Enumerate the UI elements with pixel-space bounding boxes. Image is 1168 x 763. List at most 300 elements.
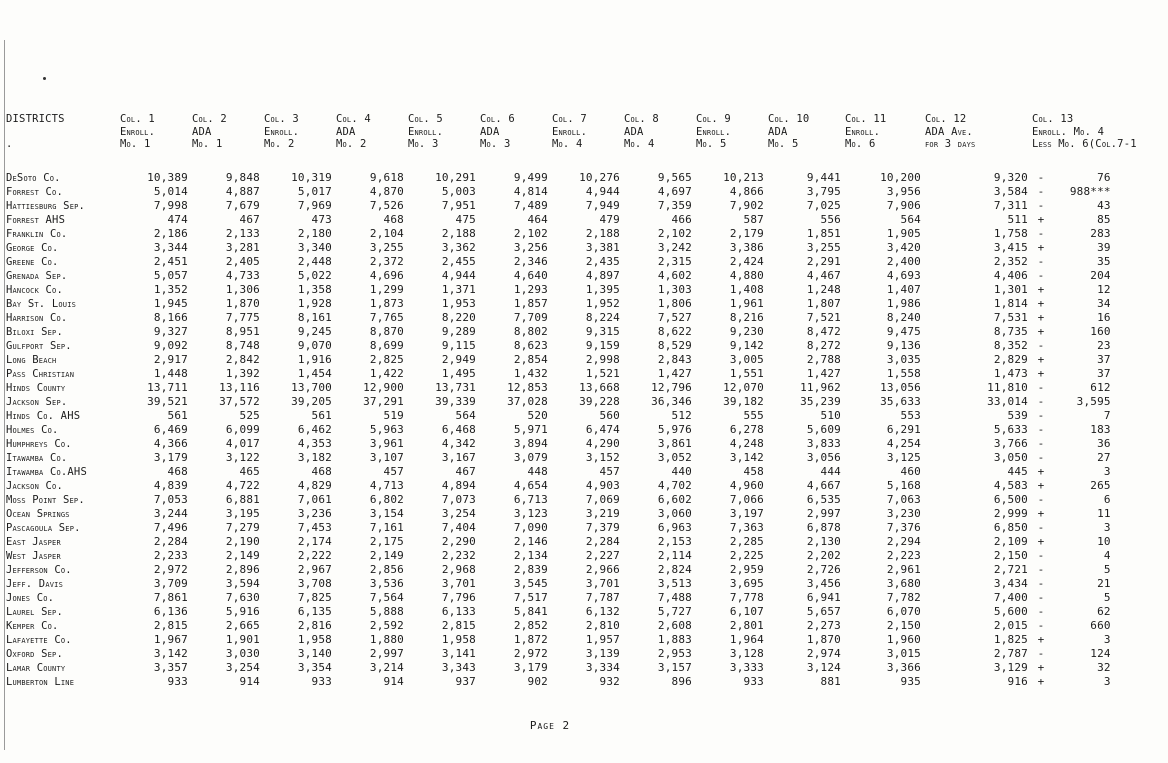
col-1-value: 5,057 [153,268,188,282]
col-1-value: 2,972 [153,562,188,576]
col-4-value: 12,900 [363,380,404,394]
change-value: 12 [1097,282,1111,296]
col-3-value: 9,245 [297,324,332,338]
col-5-value: 3,701 [441,576,476,590]
change-sign: - [1037,618,1045,632]
col-8-value: 2,153 [657,534,692,548]
col-9-value: 4,960 [729,478,764,492]
col-10-value: 3,795 [806,184,841,198]
col-9-value: 9,230 [729,324,764,338]
col-8-value: 3,157 [657,660,692,674]
col-11-value: 2,400 [886,254,921,268]
col-8-value: 9,565 [657,170,692,184]
table-row [6,479,1137,493]
col-8-value: 6,963 [657,520,692,534]
col-3-value: 933 [311,674,332,688]
col-1-value: 5,014 [153,184,188,198]
col-8-value: 5,727 [657,604,692,618]
col-8-value: 2,608 [657,618,692,632]
col-4-value: 2,856 [369,562,404,576]
col-8-value: 6,602 [657,492,692,506]
col-7-value: 1,957 [585,632,620,646]
change-sign: - [1037,450,1045,464]
col-7-value: 2,435 [585,254,620,268]
district-name: West Jasper [6,549,61,562]
col-3-value: 7,453 [297,520,332,534]
col-5-value: 39,339 [435,394,476,408]
header-line: ADA [480,125,500,138]
col-3-value: 1,928 [297,296,332,310]
col-9-value: 3,005 [729,352,764,366]
col-1-value: 1,945 [153,296,188,310]
col-1-value: 2,451 [153,254,188,268]
header-line: Col. 8 [624,113,659,125]
col-7-value: 9,159 [585,338,620,352]
col-4-value: 6,802 [369,492,404,506]
col-3-value: 39,205 [291,394,332,408]
district-name: Harrison Co. [6,311,68,324]
col-10-value: 2,291 [806,254,841,268]
table-row [6,409,1137,423]
col-5-value: 937 [455,674,476,688]
col-2-value: 3,122 [225,450,260,464]
col-6-value: 520 [527,408,548,422]
col-8-value: 7,359 [657,198,692,212]
change-sign: + [1037,632,1045,646]
col-4-value: 3,214 [369,660,404,674]
col-10-value: 3,255 [806,240,841,254]
col-6-value: 2,134 [513,548,548,562]
col-12-value: 6,500 [993,492,1028,506]
col-10-value: 1,248 [806,282,841,296]
col-5-value: 2,949 [441,352,476,366]
change-value: 27 [1097,450,1111,464]
col-3-value: 3,182 [297,450,332,464]
col-10-value: 5,657 [806,604,841,618]
col-11-value: 1,407 [886,282,921,296]
col-2-value: 2,149 [225,548,260,562]
district-name: Ocean Springs [6,507,70,520]
table-row [6,465,1137,479]
change-value: 39 [1097,240,1111,254]
col-9-header [696,113,768,171]
change-sign: - [1037,590,1045,604]
col-12-value: 2,352 [993,254,1028,268]
table-row [6,325,1137,339]
col-1-value: 3,179 [153,450,188,464]
district-name: Kemper Co. [6,619,59,632]
col-8-value: 4,702 [657,478,692,492]
col-2-value: 4,887 [225,184,260,198]
col-8-value: 3,513 [657,576,692,590]
col-11-value: 4,693 [886,268,921,282]
col-3-value: 561 [311,408,332,422]
district-name: Lafayette Co. [6,633,72,646]
header-line: Enroll. [552,125,588,138]
col-11-value: 7,376 [886,520,921,534]
col-10-value: 6,941 [806,590,841,604]
col-1-value: 3,709 [153,576,188,590]
district-name: Laurel Sep. [6,605,63,618]
col-8-value: 7,527 [657,310,692,324]
table-row [6,353,1137,367]
col-9-value: 3,142 [729,450,764,464]
col-2-value: 4,017 [225,436,260,450]
col-10-value: 7,521 [806,310,841,324]
col-2-value: 2,665 [225,618,260,632]
col-6-value: 9,499 [513,170,548,184]
col-8-value: 1,303 [657,282,692,296]
col-10-value: 510 [820,408,841,422]
table-row [6,423,1137,437]
col-4-value: 457 [383,464,404,478]
district-name: Pass Christian [6,367,75,380]
change-sign: - [1037,170,1045,184]
col-3-value: 5,017 [297,184,332,198]
col-9-value: 2,801 [729,618,764,632]
col-6-header [480,113,552,171]
col-11-value: 564 [900,212,921,226]
district-name: Pascagoula Sep. [6,521,81,534]
col-1-value: 7,496 [153,520,188,534]
change-sign: - [1037,646,1045,660]
table-row [6,199,1137,213]
col-1-value: 8,166 [153,310,188,324]
col-1-value: 2,815 [153,618,188,632]
change-value: 37 [1097,352,1111,366]
col-4-value: 2,825 [369,352,404,366]
change-value: 11 [1097,506,1111,520]
col-9-value: 8,216 [729,310,764,324]
col-6-value: 3,894 [513,436,548,450]
change-value: 6 [1103,492,1111,506]
col-2-value: 2,842 [225,352,260,366]
col-4-value: 2,149 [369,548,404,562]
col-4-value: 37,291 [363,394,404,408]
col-12-value: 1,473 [993,366,1028,380]
col-6-value: 448 [527,464,548,478]
col-9-value: 555 [743,408,764,422]
change-sign: - [1037,562,1045,576]
col-3-value: 8,161 [297,310,332,324]
table-row [6,381,1137,395]
col-8-value: 2,315 [657,254,692,268]
col-2-value: 2,896 [225,562,260,576]
col-5-value: 2,968 [441,562,476,576]
district-name: George Co. [6,241,59,254]
col-10-value: 3,833 [806,436,841,450]
col-7-value: 3,219 [585,506,620,520]
col-7-value: 2,966 [585,562,620,576]
col-10-value: 556 [820,212,841,226]
col-5-value: 3,167 [441,450,476,464]
col-3-value: 13,700 [291,380,332,394]
col-2-value: 525 [239,408,260,422]
col-12-value: 445 [1007,464,1028,478]
col-12-value: 1,758 [993,226,1028,240]
district-name: Hinds County [6,381,66,394]
col-8-header [624,113,696,171]
col-1-header [120,113,192,171]
col-12-value: 3,584 [993,184,1028,198]
col-6-value: 464 [527,212,548,226]
col-8-value: 3,861 [657,436,692,450]
change-sign: + [1037,464,1045,478]
col-12-header [925,113,1032,171]
header-line: ADA [624,125,644,138]
col-6-value: 37,028 [507,394,548,408]
col-8-value: 5,976 [657,422,692,436]
col-4-value: 9,618 [369,170,404,184]
change-value: 5 [1103,562,1111,576]
col-1-value: 474 [167,212,188,226]
col-8-value: 2,953 [657,646,692,660]
col-7-value: 4,903 [585,478,620,492]
district-name: Greene Co. [6,255,59,268]
change-value: 62 [1097,604,1111,618]
col-5-value: 9,115 [441,338,476,352]
col-12-value: 539 [1007,408,1028,422]
col-3-value: 1,958 [297,632,332,646]
header-line [6,126,120,139]
col-4-value: 5,888 [369,604,404,618]
col-6-value: 2,854 [513,352,548,366]
col-3-header [264,113,336,171]
col-7-value: 9,315 [585,324,620,338]
col-4-value: 8,699 [369,338,404,352]
col-7-value: 2,284 [585,534,620,548]
col-5-value: 7,073 [441,492,476,506]
col-2-value: 7,679 [225,198,260,212]
col-1-value: 7,998 [153,198,188,212]
col-11-value: 3,420 [886,240,921,254]
col-10-value: 1,870 [806,632,841,646]
col-11-value: 3,035 [886,352,921,366]
col-12-value: 2,787 [993,646,1028,660]
district-name: Jones Co. [6,591,55,604]
change-value: 283 [1090,226,1111,240]
col-12-value: 916 [1007,674,1028,688]
col-12-value: 8,352 [993,338,1028,352]
col-1-value: 10,389 [147,170,188,184]
header-row [6,113,1137,171]
col-11-value: 9,475 [886,324,921,338]
header-line: Mo. 5 [768,138,799,150]
col-3-value: 2,816 [297,618,332,632]
header-line: Mo. 4 [552,138,583,150]
district-name: Forrest AHS [6,213,66,226]
col-11-value: 553 [900,408,921,422]
col-5-value: 5,003 [441,184,476,198]
col-2-header [192,113,264,171]
col-2-value: 1,306 [225,282,260,296]
col-1-value: 933 [167,674,188,688]
col-4-value: 519 [383,408,404,422]
district-name: Hinds Co. AHS [6,409,81,422]
district-name: Moss Point Sep. [6,493,85,506]
col-9-value: 3,333 [729,660,764,674]
col-12-value: 7,311 [993,198,1028,212]
col-10-value: 4,667 [806,478,841,492]
col-6-value: 3,545 [513,576,548,590]
col-1-value: 2,917 [153,352,188,366]
col-8-value: 1,427 [657,366,692,380]
col-8-value: 2,824 [657,562,692,576]
col-7-value: 7,379 [585,520,620,534]
header-line: Col. 11 [845,113,887,125]
col-3-value: 10,319 [291,170,332,184]
col-12-value: 4,406 [993,268,1028,282]
col-7-value: 479 [599,212,620,226]
col-2-value: 8,748 [225,338,260,352]
table-row [6,311,1137,325]
col-5-value: 2,815 [441,618,476,632]
col-3-value: 7,825 [297,590,332,604]
col-1-value: 9,092 [153,338,188,352]
col-9-value: 587 [743,212,764,226]
table-row [6,563,1137,577]
header-line: Col. 4 [336,113,371,125]
col-5-value: 6,133 [441,604,476,618]
col-2-value: 5,916 [225,604,260,618]
col-7-value: 7,787 [585,590,620,604]
col-7-value: 3,334 [585,660,620,674]
col-12-value: 3,050 [993,450,1028,464]
table-row [6,269,1137,283]
col-4-value: 4,870 [369,184,404,198]
col-12-value: 2,109 [993,534,1028,548]
col-11-value: 2,294 [886,534,921,548]
col-6-value: 4,640 [513,268,548,282]
col-10-value: 2,202 [806,548,841,562]
change-value: 43 [1097,198,1111,212]
table-row [6,521,1137,535]
col-7-value: 7,949 [585,198,620,212]
col-3-value: 9,070 [297,338,332,352]
col-2-value: 3,195 [225,506,260,520]
header-line: ADA Ave. [925,125,973,138]
col-8-value: 36,346 [651,394,692,408]
header-line: . [6,138,13,150]
col-11-value: 2,223 [886,548,921,562]
col-3-value: 1,916 [297,352,332,366]
col-7-value: 560 [599,408,620,422]
header-line: Col. 2 [192,113,227,125]
col-6-value: 1,872 [513,632,548,646]
change-value: 160 [1090,324,1111,338]
col-12-value: 3,129 [993,660,1028,674]
table-row [6,451,1137,465]
col-4-value: 2,997 [369,646,404,660]
table-row [6,213,1137,227]
col-5-value: 2,188 [441,226,476,240]
col-10-value: 3,056 [806,450,841,464]
col-12-value: 4,583 [993,478,1028,492]
col-10-value: 881 [820,674,841,688]
change-sign: - [1037,408,1045,422]
col-6-value: 1,857 [513,296,548,310]
col-3-value: 473 [311,212,332,226]
col-5-value: 9,289 [441,324,476,338]
col-4-value: 2,372 [369,254,404,268]
change-value: 265 [1090,478,1111,492]
col-4-value: 1,873 [369,296,404,310]
scan-speck [43,77,46,80]
change-sign: - [1037,576,1045,590]
col-3-value: 3,236 [297,506,332,520]
col-10-value: 1,427 [806,366,841,380]
col-11-value: 3,230 [886,506,921,520]
col-2-value: 1,901 [225,632,260,646]
col-10-value: 4,467 [806,268,841,282]
col-9-value: 2,424 [729,254,764,268]
col-12-value: 5,633 [993,422,1028,436]
change-sign: + [1037,310,1045,324]
col-4-value: 7,161 [369,520,404,534]
district-name: DeSoto Co. [6,171,61,184]
col-9-value: 2,179 [729,226,764,240]
col-6-value: 3,256 [513,240,548,254]
table-row [6,437,1137,451]
col-10-value: 5,609 [806,422,841,436]
col-10-value: 6,535 [806,492,841,506]
change-value: 10 [1097,534,1111,548]
col-9-value: 3,695 [729,576,764,590]
col-1-value: 6,469 [153,422,188,436]
header-line: DISTRICTS [6,113,65,125]
header-line: Mo. 1 [192,138,223,150]
table-row [6,507,1137,521]
col-4-value: 3,255 [369,240,404,254]
col-11-value: 7,782 [886,590,921,604]
change-value: 660 [1090,618,1111,632]
change-sign: + [1037,674,1045,688]
col-9-value: 458 [743,464,764,478]
col-8-value: 2,843 [657,352,692,366]
col-6-value: 2,102 [513,226,548,240]
col-9-value: 10,213 [723,170,764,184]
header-line: ADA [336,125,356,138]
header-line: Mo. 3 [480,138,511,150]
district-name: Biloxi Sep. [6,325,63,338]
col-2-value: 13,116 [219,380,260,394]
col-9-value: 1,408 [729,282,764,296]
col-7-value: 457 [599,464,620,478]
col-9-value: 12,070 [723,380,764,394]
col-2-value: 465 [239,464,260,478]
col-4-value: 1,299 [369,282,404,296]
col-8-value: 12,796 [651,380,692,394]
header-line: Mo. 2 [264,138,295,150]
col-11-value: 7,906 [886,198,921,212]
col-5-value: 1,958 [441,632,476,646]
col-5-value: 4,894 [441,478,476,492]
col-4-value: 7,564 [369,590,404,604]
table-row [6,171,1137,185]
change-sign: - [1037,548,1045,562]
col-2-value: 7,279 [225,520,260,534]
col-9-value: 3,197 [729,506,764,520]
col-11-value: 13,056 [880,380,921,394]
table-row [6,661,1137,675]
col-2-value: 2,405 [225,254,260,268]
change-sign: + [1037,534,1045,548]
col-9-value: 1,964 [729,632,764,646]
header-line: Mo. 5 [696,138,727,150]
col-6-value: 2,852 [513,618,548,632]
header-line: Col. 3 [264,113,299,125]
district-name: Forrest Co. [6,185,63,198]
